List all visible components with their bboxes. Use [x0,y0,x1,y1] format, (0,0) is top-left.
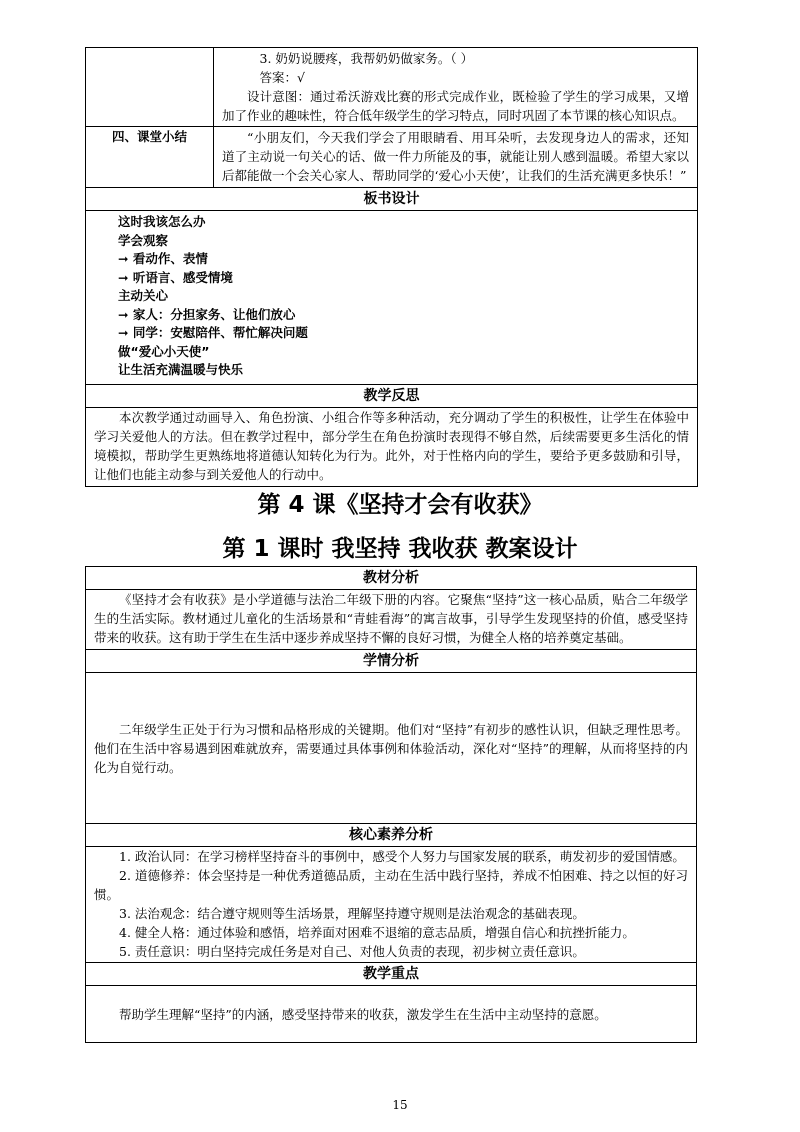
literacy-item: 3. 法治观念：结合遵守规则等生活场景，理解坚持遵守规则是法治观念的基础表现。 [119,906,585,921]
literacy-item: 1. 政治认同：在学习榜样坚持奋斗的事例中，感受个人努力与国家发展的联系，萌发初步的爱国情感。 [119,849,685,864]
board-line: 主动关心 [118,288,169,303]
table-row [86,384,698,407]
student-analysis-header: 学情分析 [86,650,697,673]
table-row [86,590,697,650]
teaching-focus-cell [86,986,697,1043]
table-row [86,650,697,673]
section-label-summary: 四、课堂小结 [86,127,214,188]
literacy-item: 2. 道德修养：体会坚持是一种优秀道德品质，主动在生活中践行坚持，养成不怕困难、持之以恒的好习惯。 [94,868,688,902]
design-intent: 设计意图：通过希沃游戏比赛的形式完成作业，既检验了学生的学习成果，又增加了作业的趣味性，符合低年级学生的学习特点，同时巩固了本节课的核心知识点。 [222,89,689,123]
student-analysis-cell [86,673,697,824]
teaching-focus-text: 帮助学生理解“坚持”的内涵，感受坚持带来的收获，激发学生在生活中主动坚持的意愿。 [119,1006,607,1022]
board-line: 这时我该怎么办 [118,214,206,229]
lesson-title: 第 4 课《坚持才会有收获》 [257,492,543,518]
board-line: ➞ 看动作、表情 [118,251,208,266]
literacy-item: 5. 责任意识：明白坚持完成任务是对自己、对他人负责的表现，初步树立责任意识。 [119,944,585,959]
table-row [86,824,697,847]
core-literacy-cell [86,847,697,963]
core-literacy-header: 核心素养分析 [86,824,697,847]
material-analysis-cell [86,590,697,650]
material-analysis-header: 教材分析 [86,567,697,590]
summary-text: “小朋友们，今天我们学会了用眼睛看、用耳朵听，去发现身边人的需求，还知道了主动说一句关心的话、做一件力所能及的事，就能让别人感到温暖。希望大家以后都能做一个会关心家人、帮助同学的‘爱心小天使’，让我们的生活充满更多快乐！” [222,130,689,183]
lesson-plan-table [85,566,697,1043]
table-row [86,847,697,963]
board-line: 让生活充满温暖与快乐 [118,362,244,377]
board-design-content [86,211,698,385]
table-row [86,48,698,127]
reflection-cell [86,407,698,486]
reflection-header: 教学反思 [86,384,698,407]
table-row [86,407,698,486]
practice-cell [214,48,698,127]
table-row [86,986,697,1043]
page-number: 15 [392,1098,408,1112]
table-row [86,673,697,824]
board-line: ➞ 听语言、感受情境 [118,269,233,285]
table-row [86,188,698,211]
board-design-header: 板书设计 [86,188,698,211]
literacy-item: 4. 健全人格：通过体验和感悟，培养面对困难不退缩的意志品质，增强自信心和抗挫折能力。 [119,925,635,940]
practice-answer: 答案：√ [259,70,305,85]
reflection-text: 本次教学通过动画导入、角色扮演、小组合作等多种活动，充分调动了学生的积极性，让学生在体验中学习关爱他人的方法。但在教学过程中，部分学生在角色扮演时表现得不够自然，后续需要更多生活化的情境模拟，帮助学生更熟练地将道德认知转化为行为。此外，对于性格内向的学生，要给予更多鼓励和引导，让他们也能主动参与到关爱他人的行动中。 [94,409,689,482]
table-row [86,211,698,385]
table-row [86,963,697,986]
period-title: 第 1 课时 我坚持 我收获 教案设计 [222,536,578,562]
table-row [86,127,698,188]
board-line: 做“爱心小天使” [118,343,210,359]
board-line: ➞ 家人：分担家务、让他们放心 [118,306,296,322]
student-analysis-text: 二年级学生正处于行为习惯和品格形成的关键期。他们对“坚持”有初步的感性认识，但缺乏理性思考。他们在生活中容易遇到困难就放弃，需要通过具体事例和体验活动，深化对“坚持”的理解，从而将坚持的内化为自觉行动。 [94,721,688,775]
empty-label-cell [86,48,214,127]
board-line: 学会观察 [118,232,169,248]
summary-cell [214,127,698,188]
practice-item-3: 3. 奶奶说腰疼，我帮奶奶做家务。（ ） [259,51,474,66]
material-analysis-text: 《坚持才会有收获》是小学道德与法治二年级下册的内容。它聚焦“坚持”这一核心品质，贴合二年级学生的生活实际。教材通过儿童化的生活场景和“青蛙看海”的寓言故事，引导学生发现坚持的价值，感受坚持带来的收获。这有助于学生在生活中逐步养成坚持不懈的良好习惯，为健全人格的培养奠定基础。 [94,592,688,645]
board-line: ➞ 同学：安慰陪伴、帮忙解决问题 [118,325,308,340]
lesson-plan-table-previous [85,47,698,487]
table-row [86,567,697,590]
teaching-focus-header: 教学重点 [86,963,697,986]
